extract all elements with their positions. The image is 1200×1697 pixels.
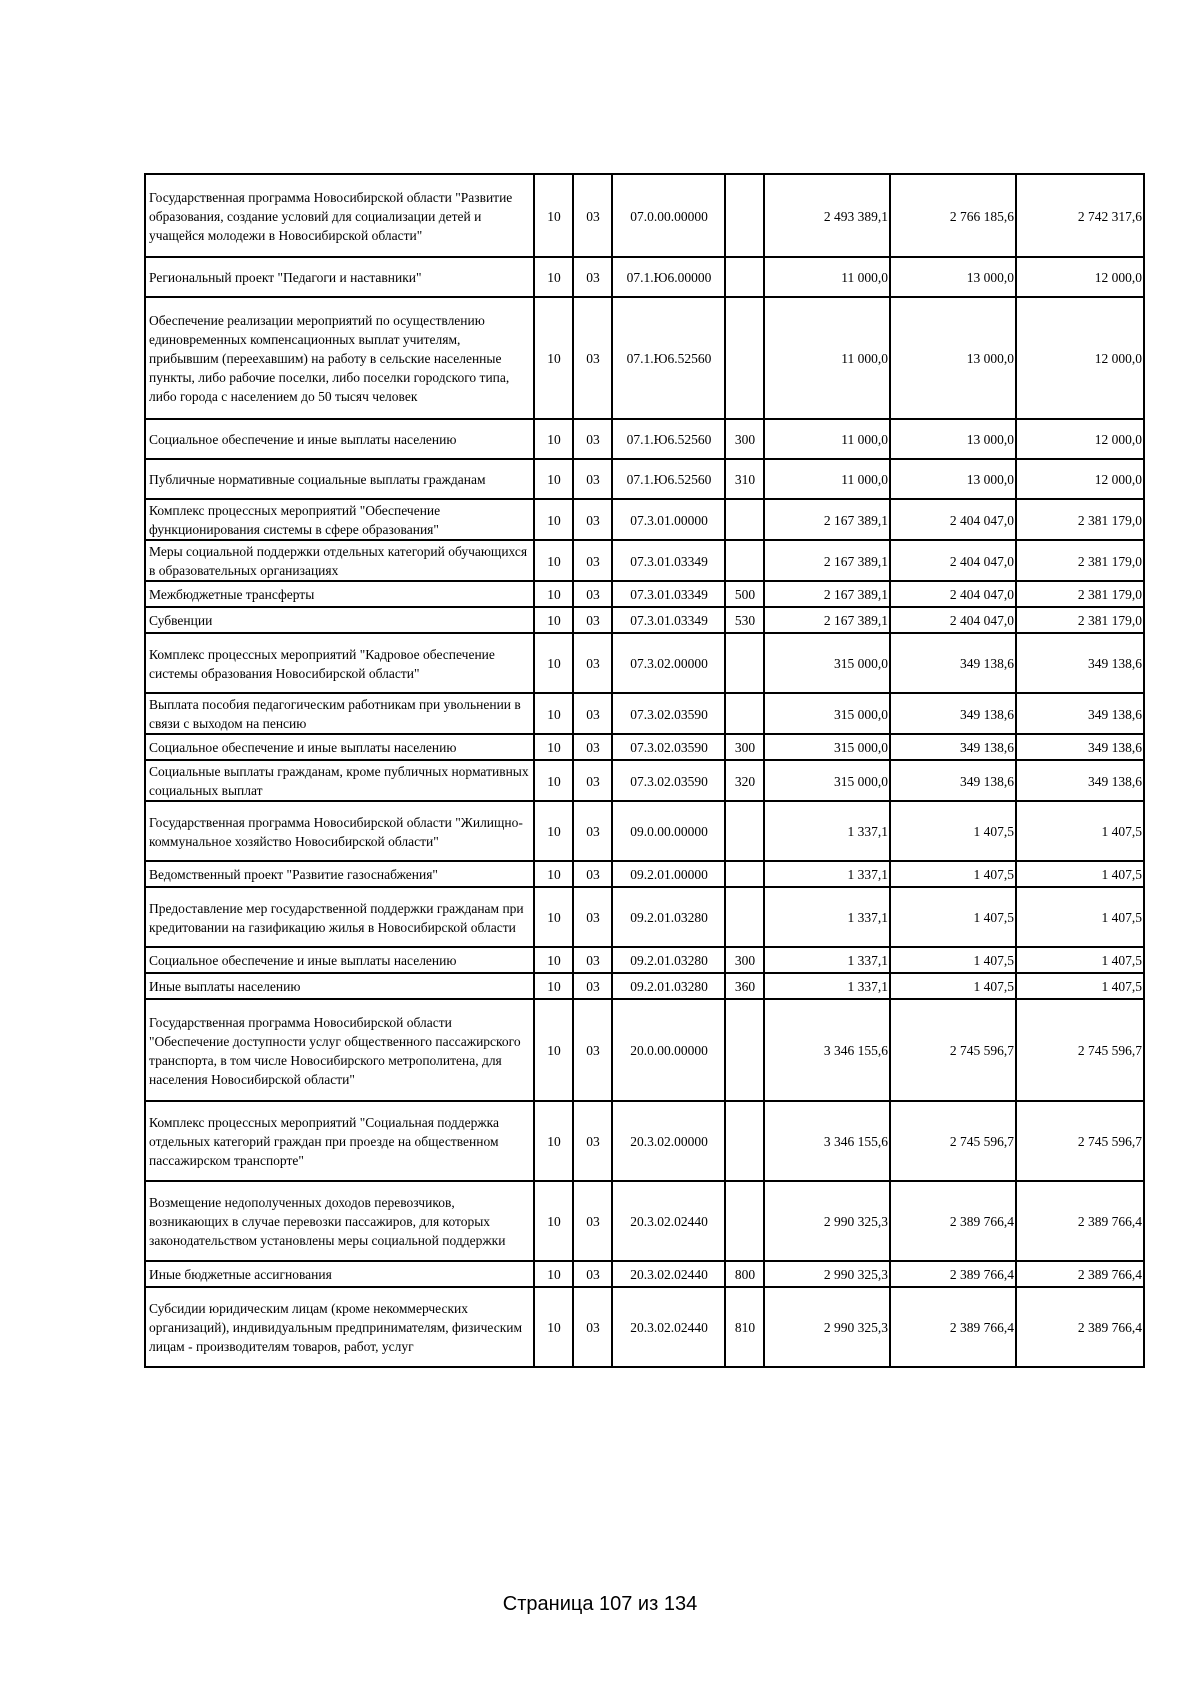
section-code-cell: 10 xyxy=(534,1287,573,1367)
row-name-cell: Региональный проект "Педагоги и наставники" xyxy=(145,257,534,297)
amount-year1-cell: 11 000,0 xyxy=(764,459,890,499)
row-name-cell: Ведомственный проект "Развитие газоснабжения" xyxy=(145,861,534,887)
row-name-cell: Социальное обеспечение и иные выплаты населению xyxy=(145,947,534,973)
row-name-cell: Обеспечение реализации мероприятий по осуществлению единовременных компенсационных выплат учителям, прибывшим (переехавшим) на работу в сельские населенные пункты, либо рабочие поселки, либо поселки городского типа, либо города с населением до 50 тысяч человек xyxy=(145,297,534,419)
amount-year3-cell: 1 407,5 xyxy=(1016,801,1144,861)
table-row xyxy=(145,734,1144,760)
expense-type-code-cell xyxy=(725,540,764,581)
amount-year3-cell: 2 381 179,0 xyxy=(1016,581,1144,607)
target-item-code-cell: 20.3.02.02440 xyxy=(612,1181,725,1261)
amount-year3-cell: 2 381 179,0 xyxy=(1016,499,1144,540)
amount-year2-cell: 2 404 047,0 xyxy=(890,540,1016,581)
section-code-cell: 10 xyxy=(534,633,573,693)
row-name-cell: Публичные нормативные социальные выплаты гражданам xyxy=(145,459,534,499)
target-item-code-cell: 09.0.00.00000 xyxy=(612,801,725,861)
subsection-code-cell: 03 xyxy=(573,693,612,734)
expense-type-code-cell: 800 xyxy=(725,1261,764,1287)
target-item-code-cell: 07.1.Ю6.00000 xyxy=(612,257,725,297)
target-item-code-cell: 09.2.01.03280 xyxy=(612,973,725,999)
target-item-code-cell: 20.3.02.00000 xyxy=(612,1101,725,1181)
row-name-cell: Государственная программа Новосибирской области "Обеспечение доступности услуг общественного пассажирского транспорта, в том числе Новосибирского метрополитена, для населения Новосибирской области" xyxy=(145,999,534,1101)
amount-year2-cell: 2 766 185,6 xyxy=(890,174,1016,257)
amount-year2-cell: 2 389 766,4 xyxy=(890,1181,1016,1261)
expense-type-code-cell xyxy=(725,693,764,734)
section-code-cell: 10 xyxy=(534,540,573,581)
amount-year2-cell: 2 745 596,7 xyxy=(890,999,1016,1101)
target-item-code-cell: 07.3.02.03590 xyxy=(612,760,725,801)
subsection-code-cell: 03 xyxy=(573,1181,612,1261)
table-row xyxy=(145,801,1144,861)
subsection-code-cell: 03 xyxy=(573,499,612,540)
amount-year2-cell: 349 138,6 xyxy=(890,734,1016,760)
target-item-code-cell: 07.3.02.00000 xyxy=(612,633,725,693)
row-name-cell: Комплекс процессных мероприятий "Социальная поддержка отдельных категорий граждан при проезде на общественном пассажирском транспорте" xyxy=(145,1101,534,1181)
target-item-code-cell: 07.3.01.00000 xyxy=(612,499,725,540)
section-code-cell: 10 xyxy=(534,297,573,419)
subsection-code-cell: 03 xyxy=(573,540,612,581)
expense-type-code-cell xyxy=(725,297,764,419)
amount-year2-cell: 13 000,0 xyxy=(890,257,1016,297)
target-item-code-cell: 07.1.Ю6.52560 xyxy=(612,459,725,499)
table-row xyxy=(145,693,1144,734)
table-row xyxy=(145,607,1144,633)
amount-year1-cell: 2 990 325,3 xyxy=(764,1287,890,1367)
section-code-cell: 10 xyxy=(534,861,573,887)
amount-year2-cell: 1 407,5 xyxy=(890,947,1016,973)
section-code-cell: 10 xyxy=(534,693,573,734)
amount-year1-cell: 2 167 389,1 xyxy=(764,499,890,540)
amount-year2-cell: 349 138,6 xyxy=(890,633,1016,693)
amount-year3-cell: 12 000,0 xyxy=(1016,459,1144,499)
subsection-code-cell: 03 xyxy=(573,174,612,257)
amount-year2-cell: 13 000,0 xyxy=(890,419,1016,459)
row-name-cell: Субсидии юридическим лицам (кроме некоммерческих организаций), индивидуальным предпринимателям, физическим лицам - производителям товаров, работ, услуг xyxy=(145,1287,534,1367)
expense-type-code-cell xyxy=(725,999,764,1101)
table-row xyxy=(145,297,1144,419)
row-name-cell: Выплата пособия педагогическим работникам при увольнении в связи с выходом на пенсию xyxy=(145,693,534,734)
target-item-code-cell: 20.3.02.02440 xyxy=(612,1261,725,1287)
amount-year2-cell: 1 407,5 xyxy=(890,801,1016,861)
target-item-code-cell: 07.0.00.00000 xyxy=(612,174,725,257)
section-code-cell: 10 xyxy=(534,1261,573,1287)
expense-type-code-cell: 530 xyxy=(725,607,764,633)
section-code-cell: 10 xyxy=(534,887,573,947)
section-code-cell: 10 xyxy=(534,1181,573,1261)
row-name-cell: Иные бюджетные ассигнования xyxy=(145,1261,534,1287)
amount-year2-cell: 13 000,0 xyxy=(890,459,1016,499)
amount-year3-cell: 349 138,6 xyxy=(1016,693,1144,734)
amount-year1-cell: 2 493 389,1 xyxy=(764,174,890,257)
amount-year2-cell: 1 407,5 xyxy=(890,861,1016,887)
subsection-code-cell: 03 xyxy=(573,1261,612,1287)
target-item-code-cell: 07.3.02.03590 xyxy=(612,734,725,760)
subsection-code-cell: 03 xyxy=(573,887,612,947)
amount-year1-cell: 1 337,1 xyxy=(764,887,890,947)
amount-year2-cell: 2 404 047,0 xyxy=(890,607,1016,633)
amount-year2-cell: 2 745 596,7 xyxy=(890,1101,1016,1181)
amount-year1-cell: 315 000,0 xyxy=(764,760,890,801)
target-item-code-cell: 20.3.02.02440 xyxy=(612,1287,725,1367)
row-name-cell: Социальные выплаты гражданам, кроме публичных нормативных социальных выплат xyxy=(145,760,534,801)
table-row xyxy=(145,1261,1144,1287)
row-name-cell: Социальное обеспечение и иные выплаты населению xyxy=(145,419,534,459)
target-item-code-cell: 09.2.01.00000 xyxy=(612,861,725,887)
amount-year1-cell: 11 000,0 xyxy=(764,297,890,419)
amount-year3-cell: 1 407,5 xyxy=(1016,947,1144,973)
subsection-code-cell: 03 xyxy=(573,581,612,607)
target-item-code-cell: 09.2.01.03280 xyxy=(612,947,725,973)
expense-type-code-cell: 320 xyxy=(725,760,764,801)
section-code-cell: 10 xyxy=(534,1101,573,1181)
subsection-code-cell: 03 xyxy=(573,257,612,297)
expense-type-code-cell: 300 xyxy=(725,734,764,760)
amount-year2-cell: 13 000,0 xyxy=(890,297,1016,419)
amount-year3-cell: 349 138,6 xyxy=(1016,633,1144,693)
amount-year3-cell: 349 138,6 xyxy=(1016,760,1144,801)
table-row xyxy=(145,581,1144,607)
amount-year2-cell: 2 404 047,0 xyxy=(890,581,1016,607)
section-code-cell: 10 xyxy=(534,419,573,459)
amount-year3-cell: 349 138,6 xyxy=(1016,734,1144,760)
amount-year1-cell: 1 337,1 xyxy=(764,801,890,861)
table-row xyxy=(145,1181,1144,1261)
target-item-code-cell: 09.2.01.03280 xyxy=(612,887,725,947)
subsection-code-cell: 03 xyxy=(573,633,612,693)
amount-year1-cell: 2 167 389,1 xyxy=(764,607,890,633)
table-row xyxy=(145,760,1144,801)
page-number: Страница 107 из 134 xyxy=(502,1593,698,1615)
subsection-code-cell: 03 xyxy=(573,607,612,633)
amount-year3-cell: 2 381 179,0 xyxy=(1016,540,1144,581)
amount-year2-cell: 2 389 766,4 xyxy=(890,1261,1016,1287)
section-code-cell: 10 xyxy=(534,581,573,607)
budget-table xyxy=(144,173,1145,1368)
section-code-cell: 10 xyxy=(534,499,573,540)
table-row xyxy=(145,973,1144,999)
target-item-code-cell: 07.1.Ю6.52560 xyxy=(612,419,725,459)
amount-year3-cell: 2 389 766,4 xyxy=(1016,1261,1144,1287)
section-code-cell: 10 xyxy=(534,459,573,499)
amount-year3-cell: 2 742 317,6 xyxy=(1016,174,1144,257)
amount-year2-cell: 1 407,5 xyxy=(890,887,1016,947)
target-item-code-cell: 07.3.01.03349 xyxy=(612,607,725,633)
amount-year1-cell: 2 167 389,1 xyxy=(764,581,890,607)
subsection-code-cell: 03 xyxy=(573,973,612,999)
section-code-cell: 10 xyxy=(534,801,573,861)
subsection-code-cell: 03 xyxy=(573,734,612,760)
section-code-cell: 10 xyxy=(534,257,573,297)
row-name-cell: Государственная программа Новосибирской области "Развитие образования, создание условий для социализации детей и учащейся молодежи в Новосибирской области" xyxy=(145,174,534,257)
amount-year3-cell: 12 000,0 xyxy=(1016,419,1144,459)
row-name-cell: Межбюджетные трансферты xyxy=(145,581,534,607)
subsection-code-cell: 03 xyxy=(573,1101,612,1181)
target-item-code-cell: 20.0.00.00000 xyxy=(612,999,725,1101)
section-code-cell: 10 xyxy=(534,999,573,1101)
expense-type-code-cell xyxy=(725,499,764,540)
table-row xyxy=(145,887,1144,947)
table-row xyxy=(145,257,1144,297)
amount-year3-cell: 2 745 596,7 xyxy=(1016,999,1144,1101)
expense-type-code-cell xyxy=(725,887,764,947)
amount-year3-cell: 2 389 766,4 xyxy=(1016,1181,1144,1261)
row-name-cell: Комплекс процессных мероприятий "Кадровое обеспечение системы образования Новосибирской области" xyxy=(145,633,534,693)
subsection-code-cell: 03 xyxy=(573,1287,612,1367)
table-row xyxy=(145,1287,1144,1367)
expense-type-code-cell xyxy=(725,257,764,297)
expense-type-code-cell xyxy=(725,1101,764,1181)
subsection-code-cell: 03 xyxy=(573,459,612,499)
table-row xyxy=(145,633,1144,693)
expense-type-code-cell: 300 xyxy=(725,947,764,973)
table-row xyxy=(145,540,1144,581)
target-item-code-cell: 07.3.02.03590 xyxy=(612,693,725,734)
amount-year1-cell: 315 000,0 xyxy=(764,734,890,760)
amount-year3-cell: 1 407,5 xyxy=(1016,861,1144,887)
expense-type-code-cell: 360 xyxy=(725,973,764,999)
section-code-cell: 10 xyxy=(534,947,573,973)
target-item-code-cell: 07.1.Ю6.52560 xyxy=(612,297,725,419)
amount-year1-cell: 3 346 155,6 xyxy=(764,999,890,1101)
table-row xyxy=(145,1101,1144,1181)
table-row xyxy=(145,419,1144,459)
expense-type-code-cell: 310 xyxy=(725,459,764,499)
row-name-cell: Предоставление мер государственной поддержки гражданам при кредитовании на газификацию жилья в Новосибирской области xyxy=(145,887,534,947)
row-name-cell: Субвенции xyxy=(145,607,534,633)
section-code-cell: 10 xyxy=(534,607,573,633)
expense-type-code-cell xyxy=(725,861,764,887)
amount-year1-cell: 2 990 325,3 xyxy=(764,1261,890,1287)
amount-year3-cell: 12 000,0 xyxy=(1016,297,1144,419)
row-name-cell: Государственная программа Новосибирской области "Жилищно-коммунальное хозяйство Новосибирской области" xyxy=(145,801,534,861)
subsection-code-cell: 03 xyxy=(573,999,612,1101)
amount-year1-cell: 2 990 325,3 xyxy=(764,1181,890,1261)
amount-year2-cell: 349 138,6 xyxy=(890,693,1016,734)
expense-type-code-cell xyxy=(725,801,764,861)
amount-year3-cell: 1 407,5 xyxy=(1016,973,1144,999)
amount-year2-cell: 2 389 766,4 xyxy=(890,1287,1016,1367)
amount-year1-cell: 1 337,1 xyxy=(764,947,890,973)
expense-type-code-cell xyxy=(725,633,764,693)
table-row xyxy=(145,999,1144,1101)
target-item-code-cell: 07.3.01.03349 xyxy=(612,581,725,607)
amount-year1-cell: 2 167 389,1 xyxy=(764,540,890,581)
row-name-cell: Социальное обеспечение и иные выплаты населению xyxy=(145,734,534,760)
table-row xyxy=(145,174,1144,257)
expense-type-code-cell: 300 xyxy=(725,419,764,459)
amount-year1-cell: 1 337,1 xyxy=(764,861,890,887)
amount-year3-cell: 2 381 179,0 xyxy=(1016,607,1144,633)
subsection-code-cell: 03 xyxy=(573,947,612,973)
amount-year3-cell: 2 745 596,7 xyxy=(1016,1101,1144,1181)
table-row xyxy=(145,499,1144,540)
table-body xyxy=(145,174,1144,1367)
amount-year1-cell: 315 000,0 xyxy=(764,633,890,693)
expense-type-code-cell: 810 xyxy=(725,1287,764,1367)
amount-year1-cell: 3 346 155,6 xyxy=(764,1101,890,1181)
subsection-code-cell: 03 xyxy=(573,801,612,861)
amount-year1-cell: 315 000,0 xyxy=(764,693,890,734)
subsection-code-cell: 03 xyxy=(573,297,612,419)
section-code-cell: 10 xyxy=(534,174,573,257)
table-row xyxy=(145,861,1144,887)
table-row xyxy=(145,459,1144,499)
amount-year1-cell: 11 000,0 xyxy=(764,257,890,297)
row-name-cell: Возмещение недополученных доходов перевозчиков, возникающих в случае перевозки пассажиров, для которых законодательством установлены меры социальной поддержки xyxy=(145,1181,534,1261)
section-code-cell: 10 xyxy=(534,734,573,760)
table-row xyxy=(145,947,1144,973)
row-name-cell: Меры социальной поддержки отдельных категорий обучающихся в образовательных организациях xyxy=(145,540,534,581)
amount-year3-cell: 1 407,5 xyxy=(1016,887,1144,947)
section-code-cell: 10 xyxy=(534,760,573,801)
subsection-code-cell: 03 xyxy=(573,861,612,887)
row-name-cell: Комплекс процессных мероприятий "Обеспечение функционирования системы в сфере образования" xyxy=(145,499,534,540)
expense-type-code-cell: 500 xyxy=(725,581,764,607)
expense-type-code-cell xyxy=(725,174,764,257)
subsection-code-cell: 03 xyxy=(573,760,612,801)
amount-year2-cell: 2 404 047,0 xyxy=(890,499,1016,540)
amount-year1-cell: 11 000,0 xyxy=(764,419,890,459)
section-code-cell: 10 xyxy=(534,973,573,999)
subsection-code-cell: 03 xyxy=(573,419,612,459)
target-item-code-cell: 07.3.01.03349 xyxy=(612,540,725,581)
amount-year2-cell: 349 138,6 xyxy=(890,760,1016,801)
expense-type-code-cell xyxy=(725,1181,764,1261)
row-name-cell: Иные выплаты населению xyxy=(145,973,534,999)
amount-year1-cell: 1 337,1 xyxy=(764,973,890,999)
amount-year3-cell: 2 389 766,4 xyxy=(1016,1287,1144,1367)
amount-year2-cell: 1 407,5 xyxy=(890,973,1016,999)
amount-year3-cell: 12 000,0 xyxy=(1016,257,1144,297)
